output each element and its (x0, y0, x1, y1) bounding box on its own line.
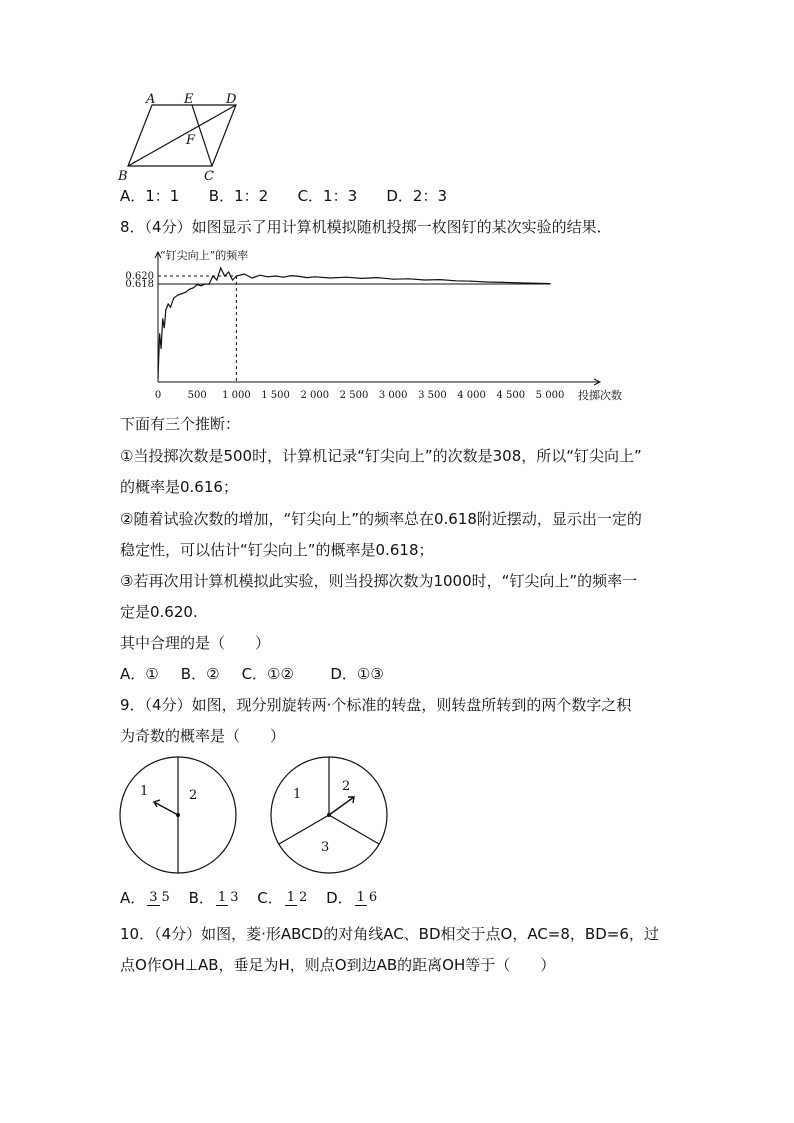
spinner-2-pointer-icon (329, 797, 354, 815)
q7-option-a[interactable]: A．1：1 (120, 187, 180, 205)
x-tick-label: 3 000 (378, 390, 408, 401)
q9-options (120, 880, 381, 916)
x-tick-label: 2 000 (300, 390, 330, 401)
x-tick-label: 3 500 (418, 390, 447, 401)
x-tick-label: 5 000 (535, 390, 565, 401)
y-axis-label: “钉尖向上”的频率 (160, 249, 249, 262)
q9-option-d[interactable]: D． 1 6 (326, 889, 378, 907)
label-d: D (226, 92, 237, 107)
q9-option-b[interactable]: B． 1 3 (188, 889, 239, 907)
label-c: C (204, 169, 214, 184)
x-tick-label: 2 500 (339, 390, 369, 401)
spinner-1-label-2: 2 (189, 788, 198, 803)
y-tick-label: 0.620 (125, 271, 154, 282)
label-f: F (186, 133, 196, 148)
q8-option-b[interactable]: B．② (180, 665, 220, 683)
spinner-2-label-2: 2 (342, 779, 351, 794)
spinner-2-label-3: 3 (321, 840, 330, 855)
parallelogram-figure (106, 92, 251, 184)
spinner-1-label-1: 1 (140, 784, 149, 799)
x-axis-label: 投掷次数 (578, 389, 622, 402)
q8-line-4: ②随着试验次数的增加，“钉尖向上”的频率总在0.618附近摆动，显示出一定的 (120, 510, 642, 528)
spinners-figure (116, 753, 396, 877)
q9-line-2: 为奇数的概率是（ ） (120, 727, 286, 745)
x-tick-label: 1 500 (261, 390, 290, 401)
x-tick-label: 1 000 (222, 390, 251, 401)
q8-line-8: 其中合理的是（ ） (120, 634, 271, 652)
q9-option-a[interactable]: A． 3 5 (120, 889, 170, 907)
label-a: A (146, 92, 156, 107)
q8-option-d[interactable]: D．①③ (330, 665, 384, 683)
frequency-chart (118, 242, 633, 404)
q9-option-c[interactable]: C． 1 2 (257, 889, 308, 907)
q7-option-d[interactable]: D．2：3 (386, 187, 447, 205)
q8-options (120, 664, 384, 684)
q8-option-a[interactable]: A．① (120, 665, 159, 683)
spinner-2 (271, 757, 387, 873)
q7-option-b[interactable]: B．1：2 (208, 187, 269, 205)
x-tick-label: 0 (154, 390, 162, 401)
q8-line-7: 定是0.620. (120, 603, 198, 621)
x-tick-label: 4 500 (496, 390, 526, 401)
y-tick-label: 0.618 (125, 279, 154, 290)
spinner-1-pointer-icon (154, 800, 178, 815)
q10-line-1: 10．（4分）如图，菱·形ABCD的对角线AC、BD相交于点O，AC=8，BD=6，过 (120, 925, 659, 943)
q9-line-1: 9．（4分）如图，现分别旋转两·个标准的转盘，则转盘所转到的两个数字之积 (120, 696, 632, 714)
spinner-2-label-1: 1 (293, 787, 302, 802)
q7-options (120, 186, 447, 206)
q8-stem: 8．（4分）如图显示了用计算机模拟随机投掷一枚图钉的某次实验的结果． (120, 218, 612, 236)
q7-option-c[interactable]: C．1：3 (297, 187, 358, 205)
spinner-1 (120, 757, 236, 873)
q8-line-1: 下面有三个推断： (120, 415, 241, 433)
x-tick-label: 500 (187, 390, 207, 401)
q10-line-2: 点O作OH⊥AB，垂足为H，则点O到边AB的距离OH等于（ ） (120, 956, 556, 974)
q8-option-c[interactable]: C．①② (241, 665, 294, 683)
label-e: E (184, 92, 194, 107)
q8-line-5: 稳定性，可以估计“钉尖向上”的概率是0.618； (120, 541, 434, 559)
x-tick-label: 4 000 (457, 390, 486, 401)
q8-line-2: ①当投掷次数是500时，计算机记录“钉尖向上”的次数是308，所以“钉尖向上” (120, 447, 642, 465)
label-b: B (118, 169, 128, 184)
q8-line-6: ③若再次用计算机模拟此实验，则当投掷次数为1000时，“钉尖向上”的频率一 (120, 572, 638, 590)
q8-line-3: 的概率是0.616； (120, 478, 238, 496)
